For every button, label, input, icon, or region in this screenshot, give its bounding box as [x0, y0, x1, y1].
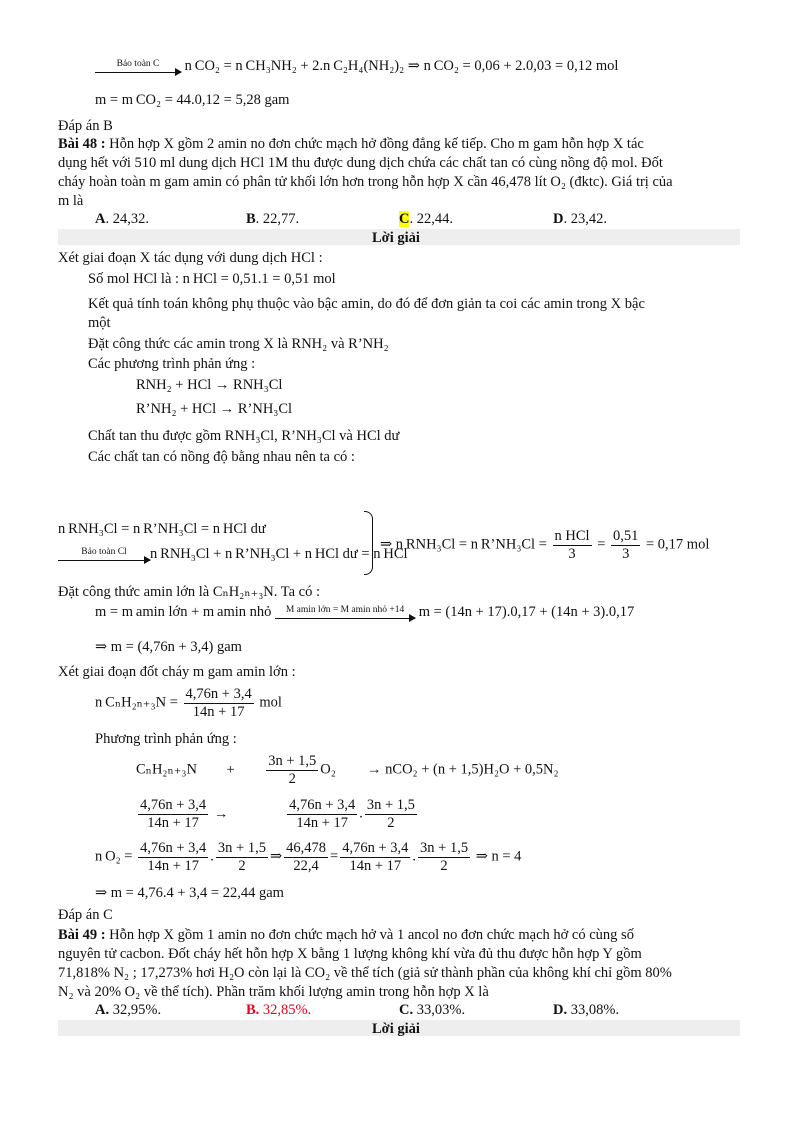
option-key-correct: B. — [246, 1002, 260, 1018]
solution-title: Lời giải — [372, 230, 420, 246]
equation: n CO₂ = n CH₃NH₂ + 2.n C₂H₄(NH₂)₂ ⇒ n CO₂ = 0,06 + 2.0,03 = 0,12 mol — [184, 58, 619, 74]
question-text: Hỗn hợp X gồm 1 amin no đơn chức mạch hở và 1 ancol no đơn chức mạch hở có cùng số — [105, 927, 634, 943]
fraction — [138, 797, 208, 831]
numerator: 4,76n + 3,4 — [185, 686, 252, 702]
equation: m = m amin lớn + m amin nhỏ — [95, 604, 272, 620]
q49-text-line-1 — [58, 927, 634, 944]
solution-title: Lời giải — [372, 1021, 420, 1037]
option-value: 32,85%. — [259, 1002, 312, 1018]
question-label: Bài 49 : — [58, 927, 106, 943]
q49-text-line-4: N₂ và 20% O₂ về thể tích). Phần trăm khối lượng amin trong hỗn hợp X là — [58, 984, 489, 1000]
reaction-2: R’NH₂ + HCl → R’NH₃Cl — [136, 401, 293, 417]
numerator: 4,76n + 3,4 — [140, 840, 207, 856]
question-label: Bài 48 : — [58, 136, 106, 152]
option-value: 33,08%. — [567, 1002, 620, 1018]
oxygen-equation: n O₂ = $\frac{4,76n + 3,4}{14n + 17}$ . $\frac{3n + 1,5}{2}$ ⇒ $\frac{46,478}{22,4}$ = $\frac{4,76n + 3,4}{14n + 17}$ . $\frac{3n + 1,5}{2}$ ⇒ n = 4 — [95, 840, 522, 874]
solution-step: Kết quả tính toán không phụ thuộc vào bậc amin, do đó để đơn giản ta coi các amin trong X bậc — [88, 296, 645, 312]
option-key: A. — [95, 1002, 110, 1018]
molar-arrow — [275, 606, 415, 619]
option-key: A — [95, 211, 106, 227]
option-key: C. — [399, 1002, 414, 1018]
numerator: 0,51 — [613, 528, 639, 544]
q48-text-line-4: m là — [58, 193, 84, 209]
arrow-label: Bảo toàn C — [116, 59, 160, 70]
arrow-label: Bảo toàn Cl — [81, 547, 127, 558]
numerator: 4,76n + 3,4 — [140, 797, 207, 813]
plus-sign: + — [226, 761, 235, 778]
system-brace — [364, 511, 373, 575]
reaction-1: RNH₂ + HCl → RNH₃Cl — [136, 377, 283, 393]
solution-step: Đặt công thức amin lớn là CₙH₂ₙ₊₃N. Ta có : — [58, 584, 321, 600]
q48-option-c — [399, 211, 453, 228]
denominator: 14n + 17 — [192, 703, 245, 720]
option-value: . 23,42. — [563, 211, 607, 227]
numerator: 3n + 1,5 — [420, 840, 469, 856]
final-mass: ⇒ m = 4,76.4 + 3,4 = 22,44 gam — [95, 885, 284, 901]
combustion-equation — [136, 753, 559, 787]
denominator: 14n + 17 — [296, 814, 348, 831]
option-key-highlighted: C — [399, 211, 410, 227]
q48-text-line-1 — [58, 136, 644, 153]
equation: n O₂ = — [95, 848, 133, 865]
solution-step: Các phương trình phản ứng : — [88, 356, 256, 372]
denominator: 2 — [288, 770, 296, 787]
denominator: 2 — [238, 857, 246, 874]
denominator: 22,4 — [293, 857, 319, 874]
fraction — [418, 840, 470, 874]
solution-step: Số mol HCl là : n HCl = 0,51.1 = 0,51 mol — [88, 271, 336, 287]
numerator: 46,478 — [286, 840, 327, 856]
mass-sum-line — [95, 604, 634, 621]
fraction — [284, 840, 328, 874]
fraction — [340, 840, 410, 874]
denominator: 14n + 17 — [349, 857, 402, 874]
denominator: 3 — [568, 545, 576, 562]
solution-step: Xét giai đoạn đốt cháy m gam amin lớn : — [58, 664, 296, 680]
numerator: 3n + 1,5 — [268, 753, 317, 769]
solution-step: Xét giai đoạn X tác dụng với dung dịch HCl : — [58, 250, 323, 266]
fraction — [184, 686, 254, 720]
balance-arrow — [95, 60, 181, 73]
fraction — [216, 840, 268, 874]
q49-text-line-3: 71,818% N₂ ; 17,273% hơi H₂O còn lại là CO₂ về thể tích (giả sử thành phần của không khí chỉ gồm 80% — [58, 965, 672, 981]
fraction — [365, 797, 417, 831]
system-eq-2 — [58, 546, 408, 563]
q49-text-line-2: nguyên tử cacbon. Đốt cháy hết hỗn hợp X bằng 1 lượng không khí vừa đủ thu được hỗn hợp Y gồm — [58, 946, 642, 962]
solution-step: Phương trình phản ứng : — [95, 731, 237, 747]
option-value: . 22,77. — [255, 211, 300, 227]
denominator: 14n + 17 — [147, 814, 199, 831]
q49-option-b — [246, 1002, 311, 1019]
solution-step: Các chất tan có nồng độ bằng nhau nên ta có : — [88, 449, 355, 465]
option-key: D — [553, 211, 564, 227]
fraction — [138, 840, 208, 874]
option-value: 32,95%. — [109, 1002, 162, 1018]
equation: m = (14n + 17).0,17 + (14n + 3).0,17 — [418, 604, 635, 620]
answer-line: Đáp án C — [58, 907, 113, 923]
formula: O₂ — [320, 761, 336, 778]
solution-step: Chất tan thu được gồm RNH₃Cl, R’NH₃Cl và HCl dư — [88, 428, 400, 444]
formula: CₙH₂ₙ₊₃N — [136, 761, 197, 778]
q49-option-a — [95, 1002, 161, 1019]
mole-ratio-line: $\frac{4,76n + 3,4}{14n + 17}$ → $\frac{4,76n + 3,4}{14n + 17}$ . $\frac{3n + 1,5}{2}$ — [140, 797, 415, 831]
result-text: ⇒ n RNH₃Cl = n R’NH₃Cl = — [380, 536, 547, 553]
option-value: 33,03%. — [413, 1002, 466, 1018]
result-value: = 0,17 mol — [646, 536, 710, 553]
system-eq-1: n RNH₃Cl = n R’NH₃Cl = n HCl dư — [58, 521, 266, 537]
denominator: 14n + 17 — [147, 857, 200, 874]
option-value: . 22,44. — [409, 211, 453, 227]
mass-line: m = m CO₂ = 44.0,12 = 5,28 gam — [95, 92, 290, 108]
q49-option-d — [553, 1002, 619, 1019]
fraction — [611, 528, 640, 562]
solution-step: Đặt công thức các amin trong X là RNH₂ và R’NH₂ — [88, 336, 389, 352]
q48-text-line-2: dụng hết với 510 ml dung dịch HCl 1M thu được dung dịch chứa các chất tan có cùng nồng độ mol. Đốt — [58, 155, 663, 171]
system-result: ⇒ n RNH₃Cl = n R’NH₃Cl = $\frac{\text{n HCl}}{3}$ = $\frac{0,51}{3}$ = 0,17 mol — [380, 528, 710, 562]
option-value: . 24,32. — [105, 211, 149, 227]
products: → nCO₂ + (n + 1,5)H₂O + 0,5N₂ — [367, 761, 559, 778]
fraction — [553, 528, 592, 562]
option-key: B — [246, 211, 256, 227]
answer-line: Đáp án B — [58, 118, 113, 134]
numerator: 4,76n + 3,4 — [342, 840, 409, 856]
balance-arrow — [58, 548, 150, 561]
denominator: 2 — [440, 857, 448, 874]
moles-line — [95, 686, 282, 720]
numerator: 3n + 1,5 — [217, 840, 266, 856]
numerator: 3n + 1,5 — [366, 797, 415, 813]
equation: n CₙH₂ₙ₊₃N = — [95, 694, 178, 711]
numerator: n HCl — [554, 528, 590, 544]
q49-option-c — [399, 1002, 465, 1019]
option-key: D. — [553, 1002, 568, 1018]
mass-result: ⇒ m = (4,76n + 3,4) gam — [95, 639, 242, 655]
q48-option-a — [95, 211, 149, 228]
unit: mol — [259, 694, 282, 711]
solution-step: một — [88, 315, 111, 331]
equation: n RNH₃Cl + n R’NH₃Cl + n HCl dư = n HCl — [150, 546, 408, 562]
fraction — [266, 753, 318, 787]
fraction — [287, 797, 357, 831]
q48-option-b — [246, 211, 299, 228]
q48-text-line-3: cháy hoàn toàn m gam amin có phân tử khối lớn hơn trong hỗn hợp X cần 46,478 lít O₂ (đktc). Giá trị của — [58, 174, 673, 190]
result-value: ⇒ n = 4 — [475, 848, 522, 865]
q48-option-d — [553, 211, 607, 228]
carbon-balance-line — [95, 58, 618, 75]
arrow-label: M amin lớn = M amin nhỏ +14 — [285, 605, 405, 616]
question-text: Hỗn hợp X gồm 2 amin no đơn chức mạch hở đồng đẳng kế tiếp. Cho m gam hỗn hợp X tác — [105, 136, 644, 152]
denominator: 3 — [622, 545, 630, 562]
denominator: 2 — [387, 814, 395, 831]
numerator: 4,76n + 3,4 — [289, 797, 356, 813]
